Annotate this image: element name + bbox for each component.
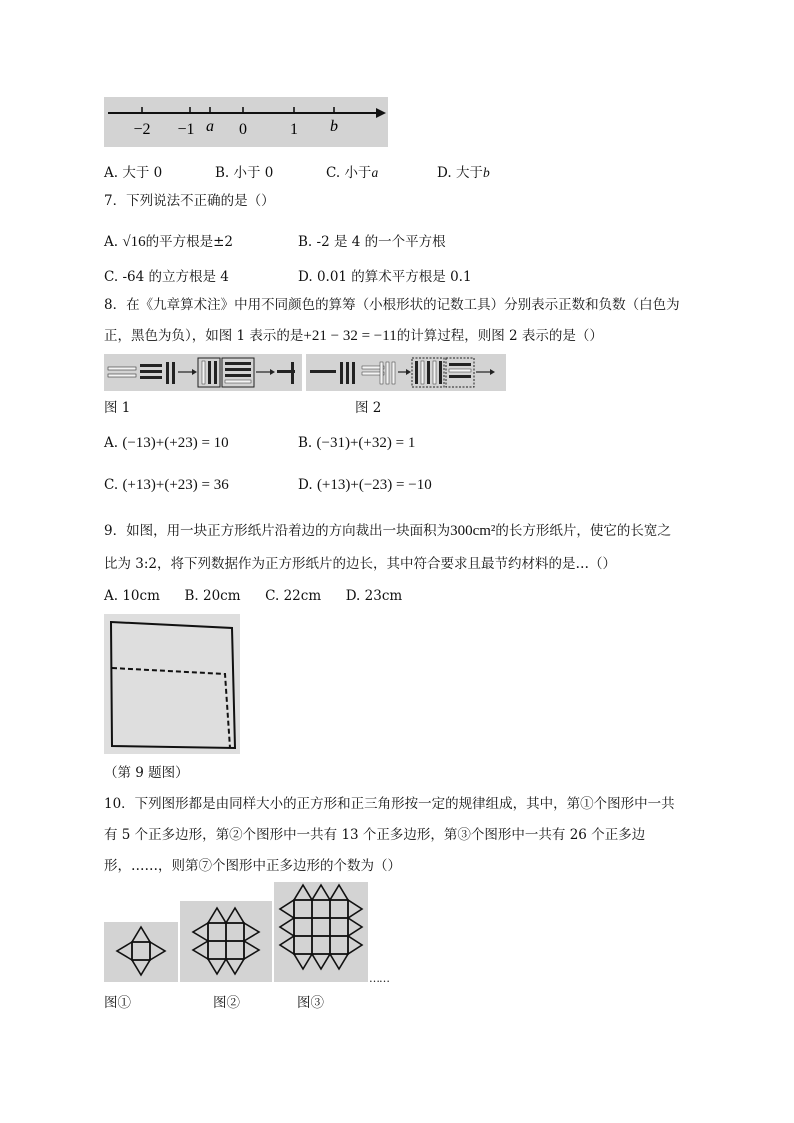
sqrt-16: √16 <box>122 234 146 250</box>
pattern-figure-2 <box>180 901 272 982</box>
tick-label-1: 1 <box>290 121 298 138</box>
number-line-figure <box>104 97 388 147</box>
pattern-caption-1: 图① <box>104 995 131 1011</box>
square-paper-figure <box>104 614 240 754</box>
q10-stem-line1: 10．下列图形都是由同样大小的正方形和正三角形按一定的规律组成，其中，第①个图形中一共 <box>104 796 675 812</box>
q8-stem-line1: 8．在《九章算术注》中用不同颜色的算筹（小根形状的记数工具）分别表示正数和负数（白色为 <box>104 297 680 313</box>
tick-label-neg1: −1 <box>177 121 195 138</box>
tick-label-0: 0 <box>239 121 247 138</box>
q7-option-c[interactable]: C. -64 的立方根是 4 <box>104 269 229 285</box>
counting-rods-figure-2 <box>306 354 506 391</box>
q9-caption: （第 9 题图） <box>104 765 189 781</box>
q9-option-c[interactable]: C. 22cm <box>265 588 322 604</box>
pattern-figure-1 <box>104 922 178 982</box>
q9-option-b[interactable]: B. 20cm <box>184 588 241 604</box>
fig2-caption: 图 2 <box>355 400 382 416</box>
pattern-figure-3 <box>274 882 368 982</box>
tick-label-neg2: −2 <box>133 121 151 138</box>
tick-label-a: a <box>206 118 214 135</box>
q7-option-b[interactable]: B. -2 是 4 的一个平方根 <box>298 234 446 250</box>
q6-option-d[interactable]: D. 大于b <box>437 165 490 181</box>
q10-stem-line2: 有 5 个正多边形，第②个图形中一共有 13 个正多边形，第③个图形中一共有 26 个正多边 <box>104 827 646 843</box>
q7-option-d[interactable]: D. 0.01 的算术平方根是 0.1 <box>298 269 472 285</box>
pattern-caption-3: 图③ <box>297 995 324 1011</box>
q6-option-a[interactable]: A. 大于 0 <box>104 165 163 181</box>
q8-option-a[interactable]: A. (−13)+(+23) = 10 <box>104 435 229 451</box>
pattern-ellipsis: …… <box>369 972 389 985</box>
tick-label-b: b <box>330 118 338 135</box>
q8-stem-line2: 正，黑色为负），如图 1 表示的是+21 − 32 = −11的计算过程，则图 2 表示的是（） <box>104 328 603 344</box>
q7-stem: 7．下列说法不正确的是（） <box>104 193 275 209</box>
pattern-caption-2: 图② <box>213 995 240 1011</box>
q7-option-a[interactable]: A. √16的平方根是±2 <box>104 234 233 250</box>
counting-rods-figure-1 <box>104 354 302 391</box>
q9-stem-line1: 9．如图，用一块正方形纸片沿着边的方向裁出一块面积为300cm²的长方形纸片，使它的长宽之 <box>104 523 671 539</box>
q9-option-a[interactable]: A. 10cm <box>104 588 160 604</box>
q10-stem-line3: 形，……，则第⑦个图形中正多边形的个数为（） <box>104 858 401 874</box>
fig1-caption: 图 1 <box>104 400 131 416</box>
q6-option-b[interactable]: B. 小于 0 <box>215 165 274 181</box>
q8-option-b[interactable]: B. (−31)+(+32) = 1 <box>298 435 416 451</box>
q8-option-d[interactable]: D. (+13)+(−23) = −10 <box>298 477 432 493</box>
q9-stem-line2: 比为 3:2，将下列数据作为正方形纸片的边长，其中符合要求且最节约材料的是…（） <box>104 556 617 572</box>
q9-option-d[interactable]: D. 23cm <box>345 588 403 604</box>
q8-option-c[interactable]: C. (+13)+(+23) = 36 <box>104 477 229 493</box>
q9-options <box>104 587 402 605</box>
q6-option-c[interactable]: C. 小于a <box>326 165 379 181</box>
